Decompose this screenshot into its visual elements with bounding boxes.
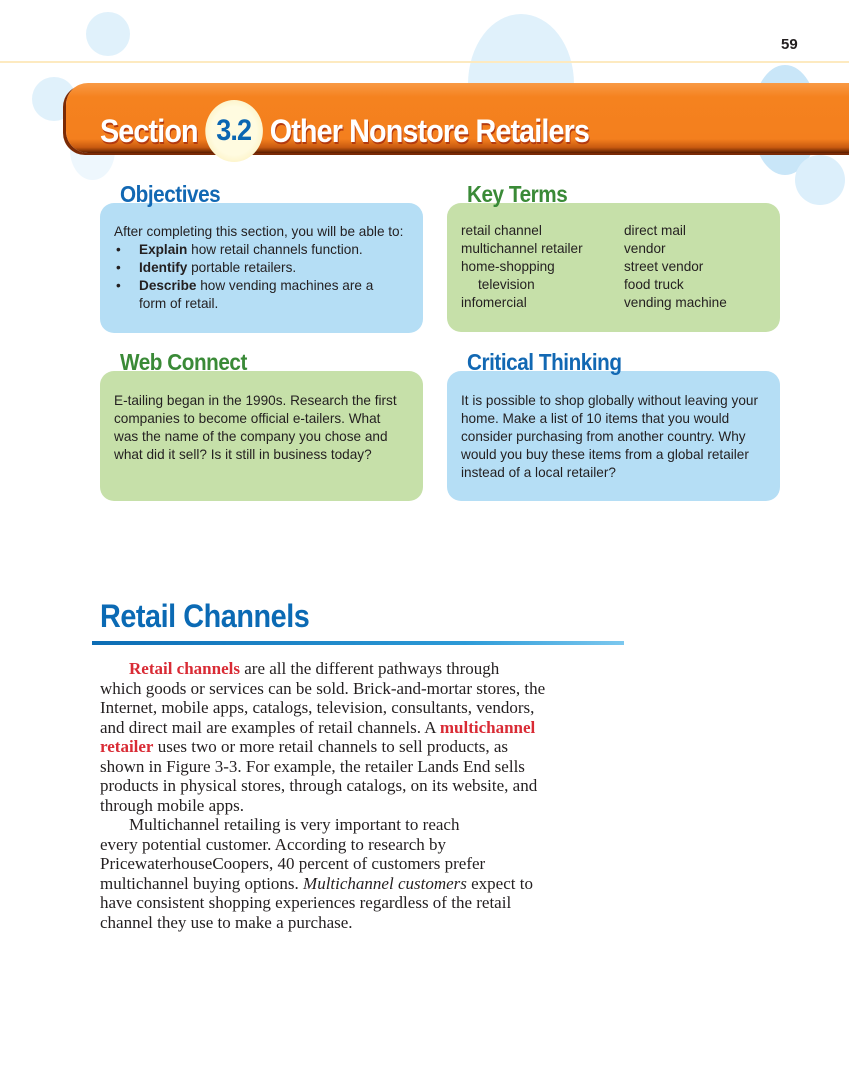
- key-terms-col1: [461, 222, 624, 312]
- section-number-badge: 3.2: [205, 100, 263, 162]
- text-run: channel they use to make a purchase.: [100, 912, 353, 932]
- objective-item: • Identify portable retailers.: [114, 259, 409, 277]
- web-connect-box: [100, 371, 423, 501]
- text-run: are all the different pathways through: [239, 659, 500, 678]
- body-line: [100, 737, 620, 757]
- body-line: [100, 835, 620, 855]
- key-terms-box: [447, 203, 780, 332]
- objectives-list: [114, 241, 409, 313]
- text-run: have consistent shopping experiences regardless of the retail: [100, 893, 512, 912]
- critical-thinking-heading: Critical Thinking: [467, 349, 622, 375]
- text-run: shown in Figure 3-3. For example, the retailer Lands End sells: [100, 756, 525, 776]
- web-connect-heading: Web Connect: [120, 349, 247, 375]
- text-run: multichannel buying options.: [100, 873, 304, 893]
- body-line: [100, 854, 620, 874]
- key-term: infomercial: [461, 295, 527, 310]
- key-term: street vendor: [624, 259, 704, 274]
- header-rule: [0, 61, 849, 63]
- section-title-text: Other Nonstore Retailers: [269, 112, 590, 149]
- decor-circle: [795, 155, 845, 205]
- objective-item: • Describe how vending machines are a form of retail.: [114, 277, 409, 313]
- text-run: Internet, mobile apps, catalogs, television, consultants, vendors,: [100, 698, 535, 717]
- objective-item: • Explain how retail channels function.: [114, 241, 409, 259]
- critical-thinking-box: [447, 371, 780, 501]
- body-line: [100, 698, 620, 718]
- objectives-intro: After completing this section, you will be able to:: [114, 224, 404, 239]
- objectives-heading: Objectives: [120, 181, 221, 207]
- heading-underline: [92, 641, 624, 645]
- key-term-highlight: retailer: [100, 737, 154, 756]
- body-line: [100, 815, 620, 835]
- objectives-box: [100, 203, 423, 333]
- text-run: expect to: [466, 873, 533, 893]
- body-line: [100, 757, 620, 777]
- key-term: home-shopping: [461, 259, 555, 274]
- key-terms-heading: Key Terms: [467, 181, 568, 207]
- section-title: [100, 100, 589, 162]
- text-run: every potential customer. According to research by: [100, 834, 447, 854]
- body-line: [100, 874, 620, 894]
- body-line: [100, 659, 620, 679]
- key-term-highlight: multichannel: [439, 717, 536, 737]
- key-term: direct mail: [624, 223, 686, 238]
- key-term: retail channel: [461, 223, 542, 238]
- body-line: [100, 718, 620, 738]
- text-run: through mobile apps.: [100, 795, 245, 815]
- body-line: [100, 776, 620, 796]
- text-run: uses two or more retail channels to sell products, as: [153, 737, 509, 756]
- key-term: vending machine: [624, 295, 727, 310]
- key-term-highlight: Retail channels: [129, 659, 240, 678]
- text-run: which goods or services can be sold. Brick-and-mortar stores, the: [100, 678, 546, 698]
- retail-channels-heading: Retail Channels: [100, 598, 310, 634]
- decor-circle: [86, 12, 130, 56]
- key-term: television: [478, 277, 535, 292]
- key-terms-col2: [624, 222, 787, 312]
- key-term: multichannel retailer: [461, 241, 583, 256]
- key-term: vendor: [624, 241, 666, 256]
- body-line: [100, 893, 620, 913]
- italic-term: Multichannel customers: [303, 873, 467, 893]
- body-line: [100, 913, 620, 933]
- text-run: Multichannel retailing is very important to reach: [129, 815, 460, 834]
- body-line: [100, 679, 620, 699]
- text-run: products in physical stores, through catalogs, on its website, and: [100, 776, 538, 795]
- web-connect-text: E-tailing began in the 1990s. Research the first companies to become official e-tailers. What was the name of the company you chose and what did it sell? Is it still in business today?: [114, 393, 397, 462]
- page-number: 59: [781, 36, 798, 53]
- section-prefix: Section: [100, 112, 198, 149]
- text-run: and direct mail are examples of retail channels. A: [100, 717, 440, 737]
- body-line: [100, 796, 620, 816]
- key-term: food truck: [624, 277, 684, 292]
- critical-thinking-text: It is possible to shop globally without leaving your home. Make a list of 10 items that you would consider purchasing from another country. Why would you buy these items from a global retailer instead of a local retailer?: [461, 393, 758, 480]
- body-text: [100, 659, 620, 932]
- text-run: PricewaterhouseCoopers, 40 percent of customers prefer: [100, 854, 486, 873]
